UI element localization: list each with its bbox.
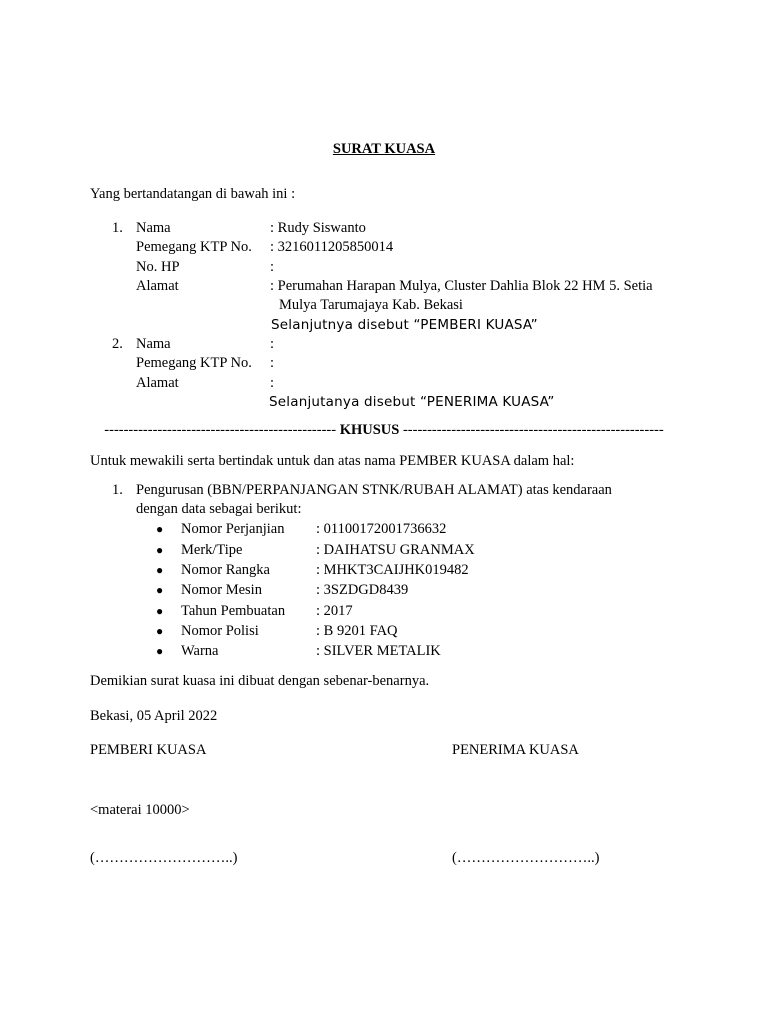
vehicle-nomor-perjanjian-value: : 01100172001736632 xyxy=(316,521,447,537)
party-1-nama-value: : Rudy Siswanto xyxy=(270,220,366,236)
closing-statement: Demikian surat kuasa ini dibuat dengan sebenar-benarnya. xyxy=(90,673,430,689)
stamp-duty-placeholder: <materai 10000> xyxy=(90,802,190,818)
vehicle-tahun-pembuatan-label: Tahun Pembuatan xyxy=(181,603,286,619)
vehicle-tahun-pembuatan-value: : 2017 xyxy=(316,603,353,619)
vehicle-nomor-polisi-label: Nomor Polisi xyxy=(181,623,259,639)
party-1-number: 1. xyxy=(112,220,123,236)
vehicle-nomor-perjanjian-label: Nomor Perjanjian xyxy=(181,521,285,537)
section-divider xyxy=(90,421,678,440)
divider-label: KHUSUS xyxy=(339,422,400,438)
task-line-1: Pengurusan (BBN/PERPANJANGAN STNK/RUBAH ALAMAT) atas kendaraan xyxy=(136,482,612,498)
vehicle-nomor-rangka-label: Nomor Rangka xyxy=(181,562,270,578)
party-1-alamat-value-line-2: Mulya Tarumajaya Kab. Bekasi xyxy=(279,297,463,313)
bullet-icon: ● xyxy=(156,543,164,557)
party-2-number: 2. xyxy=(112,336,123,352)
document-title: SURAT KUASA xyxy=(332,141,436,157)
party-2-nama-label: Nama xyxy=(136,336,171,352)
giver-signature-title: PEMBERI KUASA xyxy=(90,742,207,758)
task-number: 1. xyxy=(112,482,123,498)
vehicle-warna-value: : SILVER METALIK xyxy=(316,643,441,659)
party-2-nama-value: : xyxy=(270,336,275,352)
bullet-icon: ● xyxy=(156,644,164,658)
party-2-ktp-label: Pemegang KTP No. xyxy=(136,355,252,371)
party-1-hp-value: : xyxy=(270,259,275,275)
receiver-signature-title: PENERIMA KUASA xyxy=(452,742,579,758)
intro-text: Yang bertandatangan di bawah ini : xyxy=(90,186,296,202)
bullet-icon: ● xyxy=(156,624,164,638)
party-2-designation: Selanjutanya disebut “PENERIMA KUASA” xyxy=(269,394,555,410)
vehicle-nomor-rangka-value: : MHKT3CAIJHK019482 xyxy=(316,562,469,578)
party-1-hp-label: No. HP xyxy=(136,259,180,275)
party-1-alamat-label: Alamat xyxy=(136,278,179,294)
giver-signature-blank: (………………………..) xyxy=(90,850,238,866)
party-1-ktp-value: : 3216011205850014 xyxy=(270,239,394,255)
vehicle-merk-tipe-label: Merk/Tipe xyxy=(181,542,243,558)
party-1-nama-label: Nama xyxy=(136,220,171,236)
party-2-ktp-value: : xyxy=(270,355,275,371)
vehicle-merk-tipe-value: : DAIHATSU GRANMAX xyxy=(316,542,475,558)
task-line-2: dengan data sebagai berikut: xyxy=(136,501,302,517)
party-2-alamat-label: Alamat xyxy=(136,375,179,391)
place-and-date: Bekasi, 05 April 2022 xyxy=(90,708,218,724)
vehicle-nomor-mesin-label: Nomor Mesin xyxy=(181,582,262,598)
party-1-designation: Selanjutnya disebut “PEMBERI KUASA” xyxy=(271,317,538,333)
party-2-alamat-value: : xyxy=(270,375,275,391)
vehicle-nomor-mesin-value: : 3SZDGD8439 xyxy=(316,582,409,598)
bullet-icon: ● xyxy=(156,563,164,577)
bullet-icon: ● xyxy=(156,522,164,536)
party-1-alamat-value-line-1: : Perumahan Harapan Mulya, Cluster Dahlia Blok 22 HM 5. Setia xyxy=(270,278,653,294)
divider-dashes-left: ------------------------------------------------ xyxy=(104,422,337,438)
vehicle-nomor-polisi-value: : B 9201 FAQ xyxy=(316,623,398,639)
vehicle-warna-label: Warna xyxy=(181,643,219,659)
bullet-icon: ● xyxy=(156,583,164,597)
purpose-text: Untuk mewakili serta bertindak untuk dan atas nama PEMBER KUASA dalam hal: xyxy=(90,453,575,469)
divider-dashes-right: ------------------------------------------------------ xyxy=(402,422,664,438)
bullet-icon: ● xyxy=(156,604,164,618)
receiver-signature-blank: (………………………..) xyxy=(452,850,600,866)
party-1-ktp-label: Pemegang KTP No. xyxy=(136,239,252,255)
